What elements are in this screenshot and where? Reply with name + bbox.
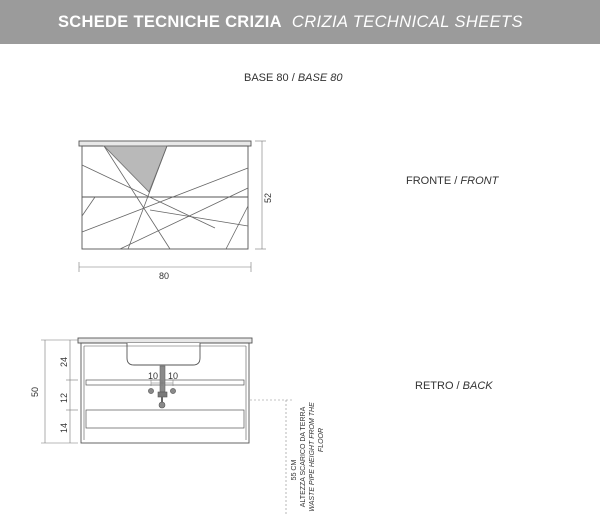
back-waste-height-guide — [250, 400, 292, 514]
product-separator: / — [288, 72, 298, 84]
back-pipe-offset-right: 10 — [167, 371, 179, 381]
back-top-plate — [78, 338, 252, 343]
back-view-drawing — [41, 338, 292, 514]
product-name-en: BASE 80 — [297, 72, 343, 84]
back-pipe-offset-left: 10 — [147, 371, 159, 381]
back-total-height-value: 50 — [30, 386, 40, 398]
back-separator: / — [453, 380, 463, 392]
waste-note-en-1: WASTE PIPE HEIGHT FROM THE — [309, 402, 316, 512]
waste-note-en-2: FLOOR — [318, 427, 325, 453]
back-label-en: BACK — [462, 380, 493, 392]
front-label-it: FRONTE — [406, 175, 452, 187]
back-drawer — [86, 410, 244, 428]
back-mid-height-value: 12 — [59, 392, 69, 404]
front-decor-triangle — [104, 146, 167, 192]
header-title-en: CRIZIA TECHNICAL SHEETS — [291, 12, 523, 31]
front-top-plate — [79, 141, 251, 146]
waste-height-value: 55 CM — [291, 459, 298, 481]
product-name-it: BASE 80 — [244, 72, 289, 84]
back-top-height-value: 24 — [59, 356, 69, 368]
front-view-drawing — [79, 141, 266, 272]
back-label-it: RETRO — [415, 380, 454, 392]
front-width-value: 80 — [158, 271, 170, 281]
front-decor-lines — [82, 146, 248, 249]
waste-note-it: ALTEZZA SCARICO DA TERRA — [300, 406, 307, 508]
front-separator: / — [451, 175, 461, 187]
front-height-value: 52 — [263, 192, 273, 204]
back-bottom-height-value: 14 — [59, 422, 69, 434]
front-label-en: FRONT — [460, 175, 499, 187]
header-title-it: SCHEDE TECNICHE CRIZIA — [58, 12, 282, 31]
front-cabinet-body — [82, 146, 248, 249]
